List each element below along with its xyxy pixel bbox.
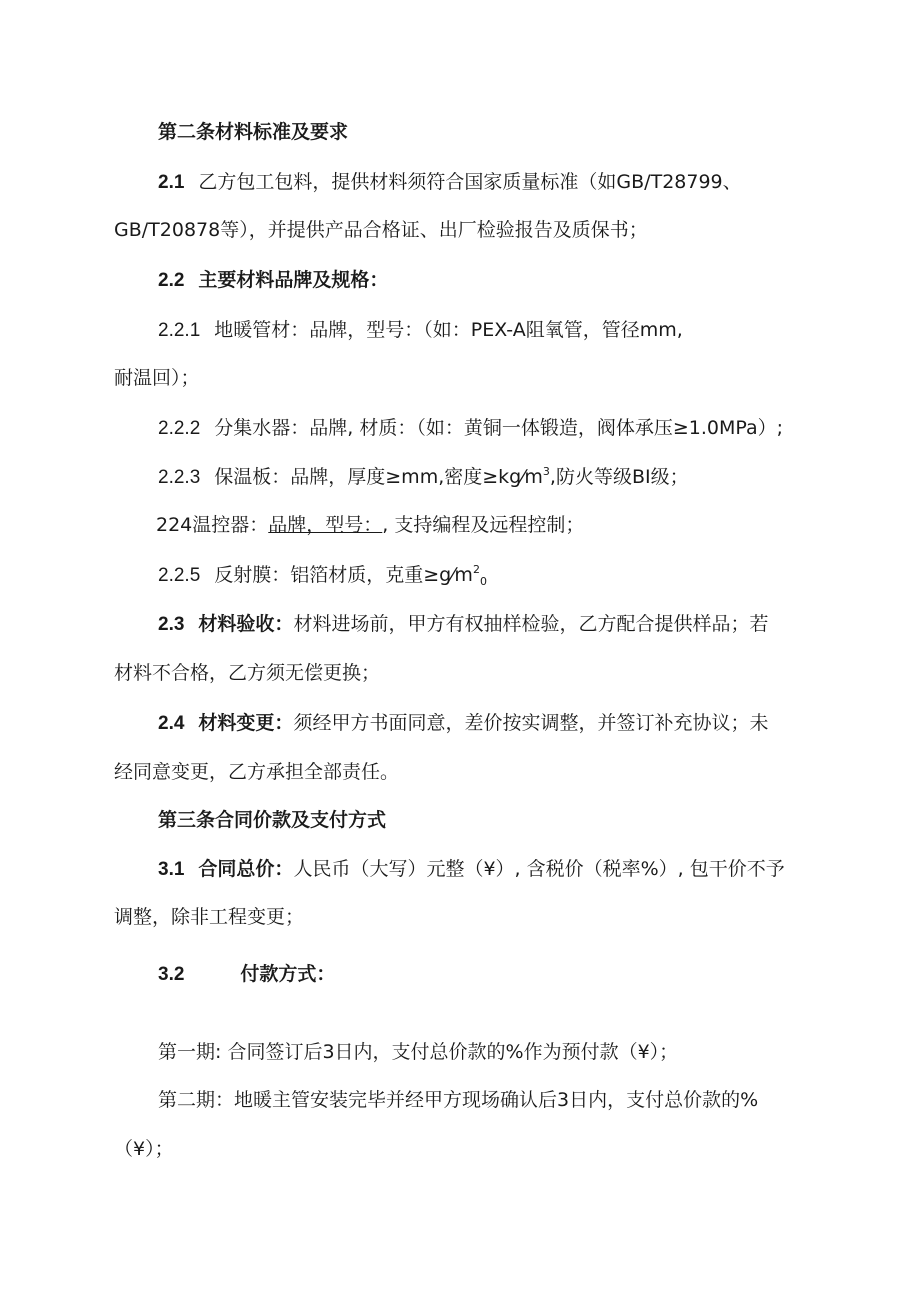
clause-text: 人民币（大写）元整（¥）, 含税价（税率%）, 包干价不予 (293, 858, 785, 880)
clause-number: 2.2.1 (158, 320, 201, 341)
clause-number: 2.4 (158, 713, 185, 734)
clause-2-1-line-2: GB/T20878等），并提供产品合格证、出厂检验报告及质保书； (114, 219, 648, 241)
underlined-text: 品牌，型号： (268, 514, 383, 536)
clause-text: 地暖管材：品牌，型号：（如：PEX-A阻氧管，管径mm, (214, 319, 683, 341)
clause-title: 材料验收： (198, 613, 294, 635)
clause-number: 2.2.3 (158, 467, 201, 488)
clause-2-3-line-2: 材料不合格，乙方须无偿更换； (114, 662, 381, 684)
clause-2-4-line-1 (158, 711, 768, 736)
clause-3-1-line-1 (158, 857, 785, 882)
clause-2-2-5 (158, 563, 487, 588)
clause-2-2-1-line-1 (158, 318, 683, 343)
clause-title: 材料变更： (198, 712, 294, 734)
article-3-heading: 第三条合同价款及支付方式 (158, 809, 387, 831)
superscript: 3 (542, 465, 550, 478)
clause-text: 须经甲方书面同意，差价按实调整，并签订补充协议；未 (293, 712, 769, 734)
clause-text: 反射膜：铝箔材质，克重≥g⁄m (214, 564, 473, 586)
clause-number: 3.2 (158, 964, 185, 985)
clause-3-2 (158, 962, 335, 987)
clause-title: 主要材料品牌及规格： (198, 269, 389, 291)
clause-prefix: 224温控器： (156, 514, 269, 536)
clause-text: 材料进场前，甲方有权抽样检验，乙方配合提供样品；若 (293, 613, 769, 635)
article-2-heading: 第二条材料标准及要求 (158, 121, 349, 143)
clause-2-3-line-1 (158, 612, 768, 637)
clause-number: 2.1 (158, 172, 185, 193)
clause-number: 2.3 (158, 614, 185, 635)
clause-2-2-2 (158, 416, 783, 441)
clause-text: 分集水器：品牌, 材质：（如：黄铜一体锻造，阀体承压≥1.0MPa）; (214, 417, 784, 439)
clause-2-4-line-2: 经同意变更，乙方承担全部责任。 (114, 761, 400, 783)
clause-2-2-4 (156, 513, 584, 537)
clause-text: 乙方包工包料，提供材料须符合国家质量标准（如GB/T28799、 (198, 171, 742, 193)
clause-number: 2.2.5 (158, 565, 201, 586)
clause-number: 3.1 (158, 859, 185, 880)
clause-2-2-1-line-2: 耐温回）； (114, 367, 200, 389)
clause-text: , 支持编程及远程控制； (382, 514, 585, 536)
clause-number: 2.2 (158, 270, 185, 291)
clause-title: 合同总价： (198, 858, 294, 880)
clause-2-1-line-1 (158, 170, 742, 195)
clause-2-2 (158, 268, 388, 293)
clause-text-end: ,防火等级BI级； (549, 466, 689, 488)
clause-number: 2.2.2 (158, 418, 201, 439)
clause-3-1-line-2: 调整，除非工程变更； (114, 906, 305, 928)
payment-phase-2-line-1: 第二期：地暖主管安装完毕并经甲方现场确认后3日内，支付总价款的% (158, 1089, 759, 1111)
clause-2-2-3 (158, 465, 689, 490)
payment-phase-2-line-2: （¥）； (114, 1138, 174, 1160)
subscript: 0 (479, 575, 487, 588)
clause-title: 付款方式： (240, 963, 336, 985)
clause-text: 保温板：品牌，厚度≥mm,密度≥kg⁄m (214, 466, 543, 488)
superscript: 2 (472, 563, 480, 576)
payment-phase-1: 第一期: 合同签订后3日内，支付总价款的%作为预付款（¥）； (158, 1041, 679, 1063)
